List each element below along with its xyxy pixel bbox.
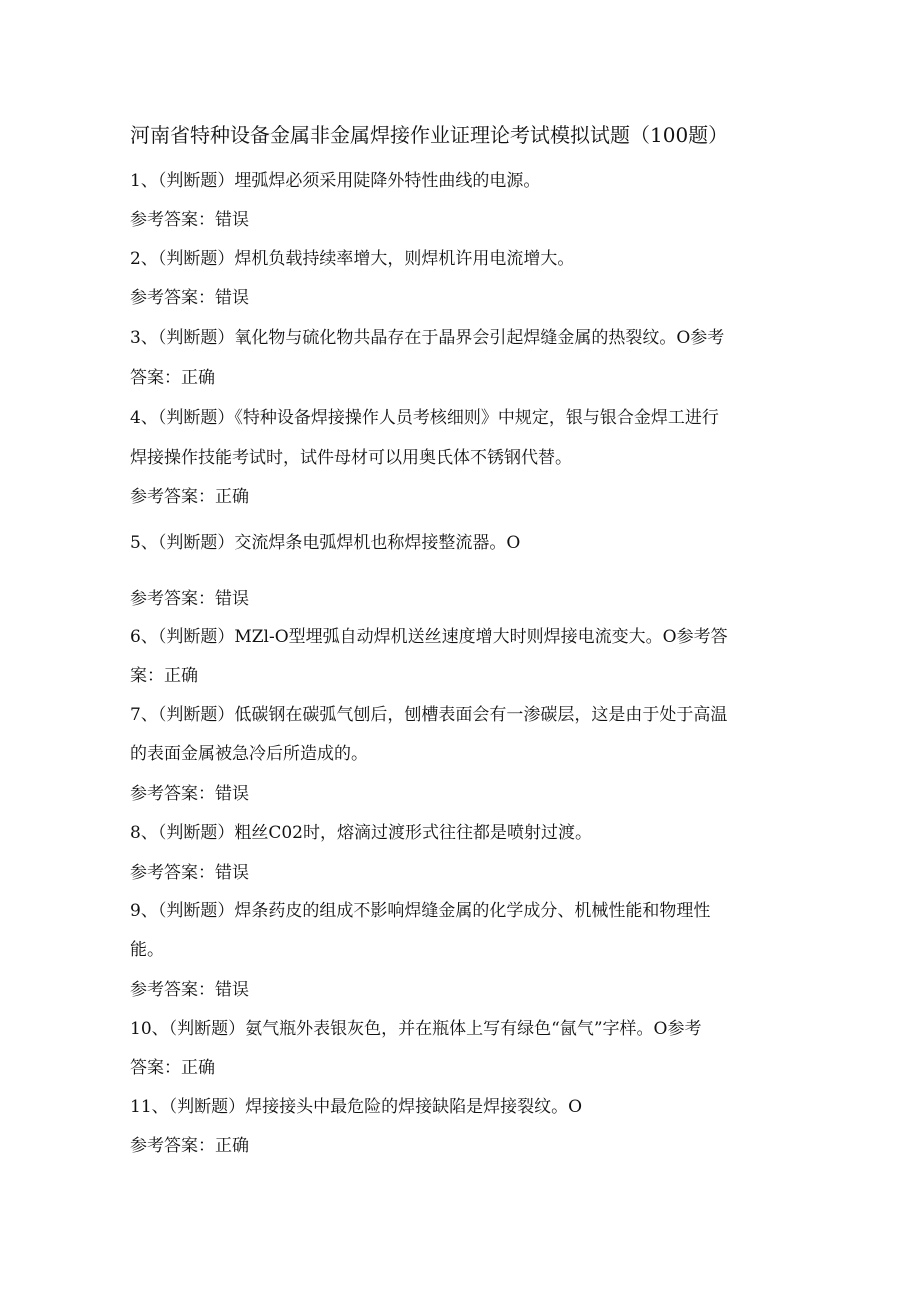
question-7-line-2: 的表面金属被急冷后所造成的。 [130, 744, 368, 764]
answer-2: 参考答案：错误 [130, 288, 249, 308]
document-title: 河南省特种设备金属非金属焊接作业证理论考试模拟试题（100题） [130, 123, 729, 147]
question-6-line-2: 案：正确 [130, 666, 198, 686]
question-11: 11、（判断题）焊接接头中最危险的焊接缺陷是焊接裂纹。O [130, 1097, 583, 1117]
question-4-line-1: 4、（判断题）《特种设备焊接操作人员考核细则》中规定，银与银合金焊工进行 [130, 408, 719, 428]
answer-8: 参考答案：错误 [130, 863, 249, 883]
question-3-line-2: 答案：正确 [130, 368, 215, 388]
question-9-line-1: 9、（判断题）焊条药皮的组成不影响焊缝金属的化学成分、机械性能和物理性 [130, 901, 711, 921]
answer-11: 参考答案：正确 [130, 1136, 249, 1156]
answer-4: 参考答案：正确 [130, 487, 249, 507]
question-3-line-1: 3、（判断题）氧化物与硫化物共晶存在于晶界会引起焊缝金属的热裂纹。O参考 [130, 328, 725, 348]
answer-7: 参考答案：错误 [130, 784, 249, 804]
question-10-line-1: 10、（判断题）氨气瓶外表银灰色，并在瓶体上写有绿色“氤气”字样。O参考 [130, 1019, 702, 1039]
question-6-line-1: 6、（判断题）MZl-O型埋弧自动焊机送丝速度增大时则焊接电流变大。O参考答 [130, 627, 728, 647]
question-2: 2、（判断题）焊机负载持续率增大，则焊机许用电流增大。 [130, 249, 575, 269]
question-9-line-2: 能。 [130, 940, 164, 960]
question-4-line-2: 焊接操作技能考试时，试件母材可以用奥氏体不锈钢代替。 [130, 448, 572, 468]
question-10-line-2: 答案：正确 [130, 1058, 215, 1078]
question-1: 1、（判断题）埋弧焊必须采用陡降外特性曲线的电源。 [130, 171, 541, 191]
question-8: 8、（判断题）粗丝C02时，熔滴过渡形式往往都是喷射过渡。 [130, 823, 592, 843]
answer-9: 参考答案：错误 [130, 980, 249, 1000]
answer-5: 参考答案：错误 [130, 589, 249, 609]
question-5: 5、（判断题）交流焊条电弧焊机也称焊接整流器。O [130, 533, 521, 553]
answer-1: 参考答案：错误 [130, 210, 249, 230]
question-7-line-1: 7、（判断题）低碳钢在碳弧气刨后，刨槽表面会有一渗碳层，这是由于处于高温 [130, 705, 728, 725]
